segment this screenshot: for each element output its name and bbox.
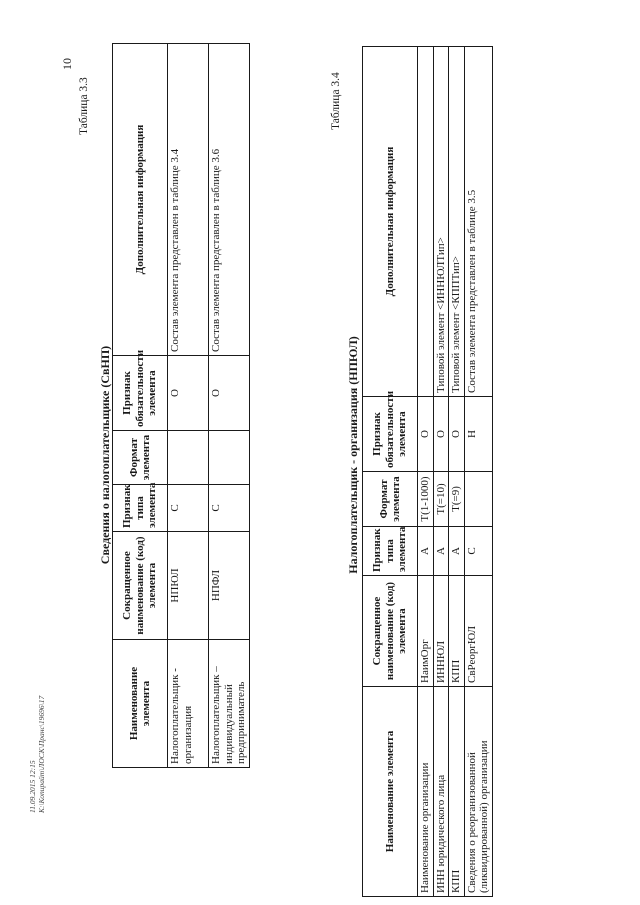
table-3-4-title: Налогоплательщик - организация (НПЮЛ) xyxy=(346,336,360,574)
cell xyxy=(209,431,250,485)
table-row xyxy=(418,47,434,897)
page-number: 10 xyxy=(60,58,74,70)
cell: С xyxy=(464,527,492,576)
cell xyxy=(418,47,434,397)
cell: Н xyxy=(464,397,492,472)
table-3-3-title: Сведения о налогоплательщике (СвНП) xyxy=(98,345,112,565)
header-cell: Сокращенное наименование (код) элемента xyxy=(113,532,168,640)
header-cell: Дополнительная информация xyxy=(113,44,168,356)
cell: КПП xyxy=(449,576,465,687)
cell: Состав элемента представлен в таблице 3.6 xyxy=(209,44,250,356)
header-cell: Формат элемента xyxy=(113,431,168,485)
cell: О xyxy=(433,397,449,472)
cell: С xyxy=(168,485,209,532)
header-cell: Наименование элемента xyxy=(363,687,418,897)
header-cell: Дополнительная информация xyxy=(363,47,418,397)
header-cell: Признак обязательности элемента xyxy=(113,356,168,431)
cell: НаимОрг xyxy=(418,576,434,687)
table-row xyxy=(449,47,465,897)
cell xyxy=(168,431,209,485)
cell xyxy=(464,472,492,527)
header-cell: Наименование элемента xyxy=(113,640,168,768)
table-header-row xyxy=(113,44,168,768)
cell: Сведения о реорганизованной (ликвидированной) организации xyxy=(464,687,492,897)
header-cell: Сокращенное наименование (код) элемента xyxy=(363,576,418,687)
cell: Состав элемента представлен в таблице 3.5 xyxy=(464,47,492,397)
header-cell: Формат элемента xyxy=(363,472,418,527)
cell: О xyxy=(449,397,465,472)
cell: Типовой элемент <ИННЮЛТип> xyxy=(433,47,449,397)
header-cell: Признак типа элемента xyxy=(363,527,418,576)
table-row xyxy=(464,47,492,897)
cell: А xyxy=(433,527,449,576)
cell: T(1-1000) xyxy=(418,472,434,527)
cell: НПФЛ xyxy=(209,532,250,640)
table-3-4 xyxy=(362,46,493,897)
table-3-4-label: Таблица 3.4 xyxy=(330,72,342,130)
header-cell: Признак обязательности элемента xyxy=(363,397,418,472)
table-header-row xyxy=(363,47,418,897)
cell: ИНН юридического лица xyxy=(433,687,449,897)
header-cell: Признак типа элемента xyxy=(113,485,168,532)
cell: Наименование организации xyxy=(418,687,434,897)
cell: Состав элемента представлен в таблице 3.4 xyxy=(168,44,209,356)
cell: О xyxy=(418,397,434,472)
stamp-line: К:\Копирайт\ЛОСК\Пранс\19696\17 xyxy=(37,695,46,813)
cell: T(=10) xyxy=(433,472,449,527)
cell: Типовой элемент <КППТип> xyxy=(449,47,465,397)
cell: Налогоплательщик - организация xyxy=(168,640,209,768)
cell: Налогоплательщик – индивидуальный предприниматель xyxy=(209,640,250,768)
cell: О xyxy=(209,356,250,431)
table-3-3 xyxy=(112,43,250,768)
table-row xyxy=(168,44,209,768)
cell: А xyxy=(418,527,434,576)
cell: НПЮЛ xyxy=(168,532,209,640)
cell: КПП xyxy=(449,687,465,897)
table-row xyxy=(433,47,449,897)
table-3-3-label: Таблица 3.3 xyxy=(78,77,90,135)
cell: А xyxy=(449,527,465,576)
stamp-line: 11.09.2015 12:15 xyxy=(28,760,37,813)
cell: О xyxy=(168,356,209,431)
cell: T(=9) xyxy=(449,472,465,527)
cell: ИННЮЛ xyxy=(433,576,449,687)
cell: С xyxy=(209,485,250,532)
table-row xyxy=(209,44,250,768)
cell: СвРеоргЮЛ xyxy=(464,576,492,687)
print-stamp xyxy=(28,696,46,813)
